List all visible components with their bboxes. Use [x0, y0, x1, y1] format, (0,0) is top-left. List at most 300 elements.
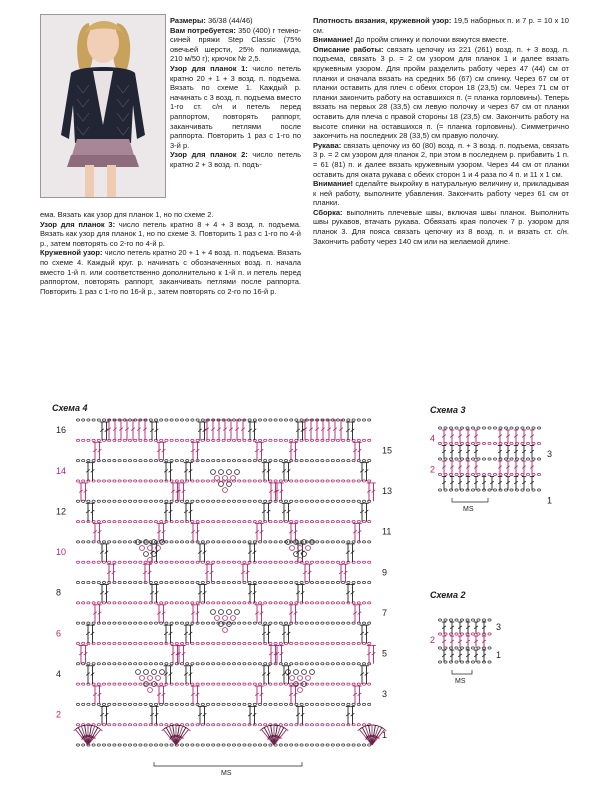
chain-stitch: [186, 602, 189, 604]
chain-stitch: [217, 602, 220, 604]
chain-stitch: [279, 541, 282, 543]
picot-loop: [156, 676, 161, 681]
picot-loop: [223, 616, 228, 621]
chain-stitch: [438, 619, 441, 621]
double-crochet-stitch: [154, 706, 158, 724]
chain-stitch: [186, 439, 189, 441]
chain-stitch: [357, 663, 360, 665]
chain-stitch: [477, 442, 480, 444]
row-number-left: 8: [56, 587, 62, 598]
chain-stitch: [331, 581, 334, 583]
double-crochet-stitch: [530, 446, 534, 460]
chain-stitch: [362, 703, 365, 705]
chain-stitch: [217, 439, 220, 441]
chain-stitch: [165, 500, 168, 502]
double-crochet-stitch: [252, 706, 256, 724]
chain-stitch: [253, 460, 256, 462]
chain-stitch: [76, 500, 79, 502]
picot-loop: [148, 676, 153, 681]
chain-stitch: [238, 744, 241, 746]
chain-stitch: [201, 480, 204, 482]
chain-stitch: [191, 642, 194, 644]
chain-stitch: [238, 663, 241, 665]
chain-stitch: [321, 581, 324, 583]
chain-stitch: [175, 520, 178, 522]
chain-stitch: [82, 500, 85, 502]
double-crochet-stitch: [195, 605, 199, 623]
chain-stitch: [160, 744, 163, 746]
chain-stitch: [238, 703, 241, 705]
chain-stitch: [460, 633, 463, 635]
chain-stitch: [336, 683, 339, 685]
chain-stitch: [342, 561, 345, 563]
chain-stitch: [87, 460, 90, 462]
chain-stitch: [170, 541, 173, 543]
row-number-left: 4: [56, 668, 62, 679]
double-crochet-stitch: [90, 625, 94, 643]
chain-stitch: [347, 460, 350, 462]
chain-stitch: [362, 663, 365, 665]
row-number-right: 5: [382, 648, 388, 659]
chain-stitch: [284, 581, 287, 583]
chain-stitch: [222, 683, 225, 685]
chain-stitch: [76, 663, 79, 665]
chain-stitch: [87, 419, 90, 421]
chain-stitch: [477, 633, 480, 635]
double-crochet-stitch: [131, 420, 135, 440]
chain-stitch: [113, 602, 116, 604]
double-crochet-stitch: [466, 477, 470, 491]
chain-stitch: [321, 622, 324, 624]
double-crochet-stitch: [466, 461, 470, 475]
chain-stitch: [113, 744, 116, 746]
chain-stitch: [253, 480, 256, 482]
chain-stitch: [170, 561, 173, 563]
chain-stitch: [232, 663, 235, 665]
chain-stitch: [118, 581, 121, 583]
chain-stitch: [264, 541, 267, 543]
chain-stitch: [362, 581, 365, 583]
double-crochet-stitch: [498, 446, 502, 460]
chain-stitch: [264, 561, 267, 563]
chain-stitch: [206, 500, 209, 502]
chain-stitch: [471, 442, 474, 444]
chain-stitch: [326, 541, 329, 543]
chain-stitch: [206, 622, 209, 624]
double-crochet-stitch: [442, 636, 446, 648]
double-crochet-stitch: [164, 625, 168, 643]
chain-stitch: [238, 460, 241, 462]
chain-stitch: [357, 602, 360, 604]
chain-stitch: [532, 427, 535, 429]
chain-stitch: [274, 460, 277, 462]
chain-stitch: [438, 661, 441, 663]
chain-stitch: [82, 581, 85, 583]
chain-stitch: [305, 520, 308, 522]
chain-stitch: [368, 581, 371, 583]
chain-stitch: [488, 473, 491, 475]
chain-stitch: [191, 744, 194, 746]
chain-stitch: [170, 439, 173, 441]
picot-loop: [215, 616, 220, 621]
row-number-right: 3: [382, 689, 388, 700]
chain-stitch: [206, 520, 209, 522]
chain-stitch: [160, 439, 163, 441]
chain-stitch: [76, 460, 79, 462]
chain-stitch: [170, 602, 173, 604]
double-crochet-stitch: [353, 605, 357, 623]
chain-stitch: [154, 602, 157, 604]
chain-stitch: [134, 683, 137, 685]
double-crochet-stitch: [269, 645, 273, 663]
double-crochet-stitch: [364, 625, 368, 643]
chain-stitch: [352, 520, 355, 522]
double-crochet-stitch: [346, 706, 350, 724]
chain-stitch: [284, 480, 287, 482]
chain-stitch: [175, 622, 178, 624]
chain-stitch: [149, 520, 152, 522]
chain-stitch: [326, 602, 329, 604]
chain-stitch: [264, 622, 267, 624]
picot-loop: [144, 670, 149, 675]
chain-stitch: [149, 622, 152, 624]
chain-stitch: [76, 439, 79, 441]
chain-stitch: [336, 724, 339, 726]
double-crochet-stitch: [514, 477, 518, 491]
double-crochet-stitch: [506, 430, 510, 444]
double-crochet-stitch: [255, 442, 259, 460]
density-value: 19,5 наборных п. и 7 р. = 10 x 10 см.: [313, 16, 569, 35]
chain-stitch: [206, 602, 209, 604]
chain-stitch: [300, 500, 303, 502]
chain-stitch: [305, 480, 308, 482]
chart3-title: Схема 3: [430, 405, 466, 415]
chain-stitch: [180, 520, 183, 522]
chain-stitch: [191, 663, 194, 665]
chain-stitch: [196, 744, 199, 746]
chain-stitch: [279, 602, 282, 604]
chain-stitch: [537, 442, 540, 444]
double-crochet-stitch: [371, 483, 375, 501]
chain-stitch: [87, 561, 90, 563]
chain-stitch: [362, 642, 365, 644]
double-crochet-stitch: [279, 483, 283, 501]
double-crochet-stitch: [289, 442, 293, 460]
chain-stitch: [477, 489, 480, 491]
chain-stitch: [108, 561, 111, 563]
chain-stitch: [295, 581, 298, 583]
picot-loop: [152, 670, 157, 675]
chain-stitch: [336, 663, 339, 665]
chain-stitch: [139, 520, 142, 522]
chain-stitch: [222, 561, 225, 563]
chain-stitch: [284, 460, 287, 462]
chain-stitch: [362, 683, 365, 685]
chain-stitch: [253, 744, 256, 746]
chain-stitch: [295, 724, 298, 726]
chain-stitch: [455, 473, 458, 475]
chain-stitch: [212, 683, 215, 685]
double-crochet-stitch: [303, 564, 307, 582]
chain-stitch: [460, 661, 463, 663]
chain-stitch: [316, 541, 319, 543]
chain-stitch: [170, 703, 173, 705]
chain-stitch: [482, 442, 485, 444]
chain-stitch: [175, 439, 178, 441]
chain-stitch: [269, 602, 272, 604]
double-crochet-stitch: [97, 605, 101, 623]
double-crochet-stitch: [279, 645, 283, 663]
chain-stitch: [438, 458, 441, 460]
chain-stitch: [154, 520, 157, 522]
chain-stitch: [526, 489, 529, 491]
chain-stitch: [466, 489, 469, 491]
row-number-left: 2: [430, 464, 436, 475]
chain-stitch: [102, 581, 105, 583]
chain-stitch: [326, 642, 329, 644]
chain-stitch: [269, 561, 272, 563]
chain-stitch: [134, 663, 137, 665]
chain-stitch: [305, 500, 308, 502]
chain-stitch: [300, 744, 303, 746]
chain-stitch: [82, 419, 85, 421]
double-crochet-stitch: [248, 706, 252, 724]
picot-loop: [298, 688, 303, 693]
chain-stitch: [160, 724, 163, 726]
chain-stitch: [212, 541, 215, 543]
chain-stitch: [321, 460, 324, 462]
double-crochet-stitch: [90, 666, 94, 684]
repeat-bracket: [452, 670, 472, 674]
double-crochet-stitch: [269, 483, 273, 501]
row-number-right: 1: [496, 650, 502, 660]
chain-stitch: [305, 663, 308, 665]
pattern2-continued: ема. Вязать как узор для планок 1, но по схеме 2.: [40, 210, 214, 219]
chain-stitch: [82, 520, 85, 522]
chain-stitch: [113, 480, 116, 482]
chain-stitch: [248, 500, 251, 502]
chain-stitch: [128, 500, 131, 502]
chain-stitch: [165, 419, 168, 421]
chain-stitch: [352, 642, 355, 644]
picot-loop: [298, 676, 303, 681]
chain-stitch: [144, 541, 147, 543]
chain-stitch: [232, 683, 235, 685]
chain-stitch: [258, 500, 261, 502]
chain-stitch: [76, 642, 79, 644]
picot-loop: [160, 540, 165, 545]
chain-stitch: [321, 602, 324, 604]
chain-stitch: [347, 642, 350, 644]
double-crochet-stitch: [498, 461, 502, 475]
double-crochet-stitch: [259, 442, 263, 460]
chain-stitch: [253, 520, 256, 522]
chain-stitch: [97, 683, 100, 685]
chain-stitch: [149, 703, 152, 705]
chain-stitch: [316, 561, 319, 563]
chain-stitch: [82, 663, 85, 665]
chain-stitch: [290, 683, 293, 685]
row-number-left: 2: [56, 709, 62, 720]
double-crochet-stitch: [466, 430, 470, 444]
chain-stitch: [227, 744, 230, 746]
chain-stitch: [243, 642, 246, 644]
picot-loop: [219, 610, 224, 615]
double-crochet-stitch: [259, 686, 263, 704]
pattern1-label: Узор для планок 1:: [170, 63, 248, 73]
double-crochet-stitch: [164, 463, 168, 481]
picot-loop: [148, 688, 153, 693]
chain-stitch: [269, 622, 272, 624]
chain-stitch: [368, 541, 371, 543]
double-crochet-stitch: [315, 420, 319, 440]
chain-stitch: [336, 581, 339, 583]
pattern3-value: число петель кратно 8 + 4 + 3 возд. п. подъема. Вязать как узор для планок 1, но по схеме 3. Повторить 1 раз с 1-го по 4-й р., затем повторять со 2-го по 4-й р.: [40, 219, 301, 248]
chain-stitch: [217, 561, 220, 563]
chain-stitch: [342, 500, 345, 502]
double-crochet-stitch: [143, 564, 147, 582]
chart4-diagram: [56, 419, 392, 777]
chain-stitch: [243, 683, 246, 685]
chain-stitch: [368, 419, 371, 421]
double-crochet-stitch: [191, 686, 195, 704]
chain-stitch: [310, 642, 313, 644]
chain-stitch: [238, 724, 241, 726]
chain-stitch: [118, 520, 121, 522]
chain-stitch: [336, 480, 339, 482]
picot-loop: [136, 670, 141, 675]
double-crochet-stitch: [245, 564, 249, 582]
chain-stitch: [352, 663, 355, 665]
chain-stitch: [154, 561, 157, 563]
double-crochet-stitch: [522, 430, 526, 444]
chain-stitch: [76, 419, 79, 421]
chain-stitch: [471, 458, 474, 460]
pattern2-label: Узор для планок 2:: [170, 150, 248, 160]
double-crochet-stitch: [262, 463, 266, 481]
chain-stitch: [201, 419, 204, 421]
chain-stitch: [284, 642, 287, 644]
double-crochet-stitch: [442, 650, 446, 662]
double-crochet-stitch: [262, 666, 266, 684]
chain-stitch: [357, 744, 360, 746]
picot-loop: [235, 610, 240, 615]
chain-stitch: [212, 581, 215, 583]
double-crochet-stitch: [181, 645, 185, 663]
chain-stitch: [295, 419, 298, 421]
double-crochet-stitch: [458, 430, 462, 444]
chain-stitch: [175, 683, 178, 685]
chain-stitch: [316, 460, 319, 462]
chain-stitch: [232, 500, 235, 502]
chain-stitch: [455, 427, 458, 429]
double-crochet-stitch: [168, 625, 172, 643]
chain-stitch: [316, 724, 319, 726]
chain-stitch: [274, 520, 277, 522]
chain-stitch: [321, 744, 324, 746]
chain-stitch: [258, 744, 261, 746]
repeat-label: MS: [221, 770, 232, 777]
chain-stitch: [269, 419, 272, 421]
chain-stitch: [362, 602, 365, 604]
chain-stitch: [279, 561, 282, 563]
chain-stitch: [170, 581, 173, 583]
chain-stitch: [279, 683, 282, 685]
chain-stitch: [128, 561, 131, 563]
double-crochet-stitch: [202, 422, 206, 440]
chain-stitch: [154, 480, 157, 482]
chain-stitch: [201, 663, 204, 665]
chain-stitch: [269, 460, 272, 462]
chain-stitch: [258, 642, 261, 644]
chain-stitch: [227, 561, 230, 563]
chain-stitch: [123, 683, 126, 685]
double-crochet-stitch: [353, 686, 357, 704]
chain-stitch: [201, 724, 204, 726]
chart2-diagram: [430, 619, 501, 685]
chain-stitch: [243, 541, 246, 543]
chain-stitch: [274, 541, 277, 543]
chain-stitch: [118, 744, 121, 746]
double-crochet-stitch: [111, 564, 115, 582]
chain-stitch: [165, 744, 168, 746]
chain-stitch: [212, 602, 215, 604]
chain-stitch: [290, 419, 293, 421]
chain-stitch: [357, 520, 360, 522]
chain-stitch: [123, 744, 126, 746]
picot-loop: [219, 482, 224, 487]
chain-stitch: [160, 683, 163, 685]
double-crochet-stitch: [83, 645, 87, 663]
chain-stitch: [232, 744, 235, 746]
chain-stitch: [118, 724, 121, 726]
double-crochet-stitch: [147, 564, 151, 582]
chain-stitch: [284, 561, 287, 563]
chain-stitch: [336, 703, 339, 705]
chain-stitch: [460, 647, 463, 649]
chain-stitch: [217, 724, 220, 726]
chain-stitch: [102, 703, 105, 705]
chain-stitch: [460, 619, 463, 621]
chain-stitch: [108, 622, 111, 624]
chain-stitch: [248, 581, 251, 583]
chain-stitch: [316, 622, 319, 624]
chain-stitch: [82, 744, 85, 746]
double-crochet-stitch: [161, 686, 165, 704]
chain-stitch: [222, 460, 225, 462]
chain-stitch: [154, 622, 157, 624]
picot-loop: [306, 676, 311, 681]
chain-stitch: [160, 500, 163, 502]
double-crochet-stitch: [198, 585, 202, 603]
chain-stitch: [180, 642, 183, 644]
chain-stitch: [455, 442, 458, 444]
density-label: Плотность вязания, кружевной узор:: [313, 16, 452, 25]
chain-stitch: [201, 703, 204, 705]
chain-stitch: [368, 683, 371, 685]
chain-stitch: [118, 460, 121, 462]
chain-stitch: [488, 427, 491, 429]
chain-stitch: [149, 500, 152, 502]
double-crochet-stitch: [161, 524, 165, 542]
double-crochet-stitch: [296, 422, 300, 440]
chain-stitch: [290, 642, 293, 644]
double-crochet-stitch: [282, 666, 286, 684]
chain-stitch: [504, 489, 507, 491]
double-crochet-stitch: [450, 430, 454, 444]
chain-stitch: [493, 427, 496, 429]
chain-stitch: [284, 520, 287, 522]
